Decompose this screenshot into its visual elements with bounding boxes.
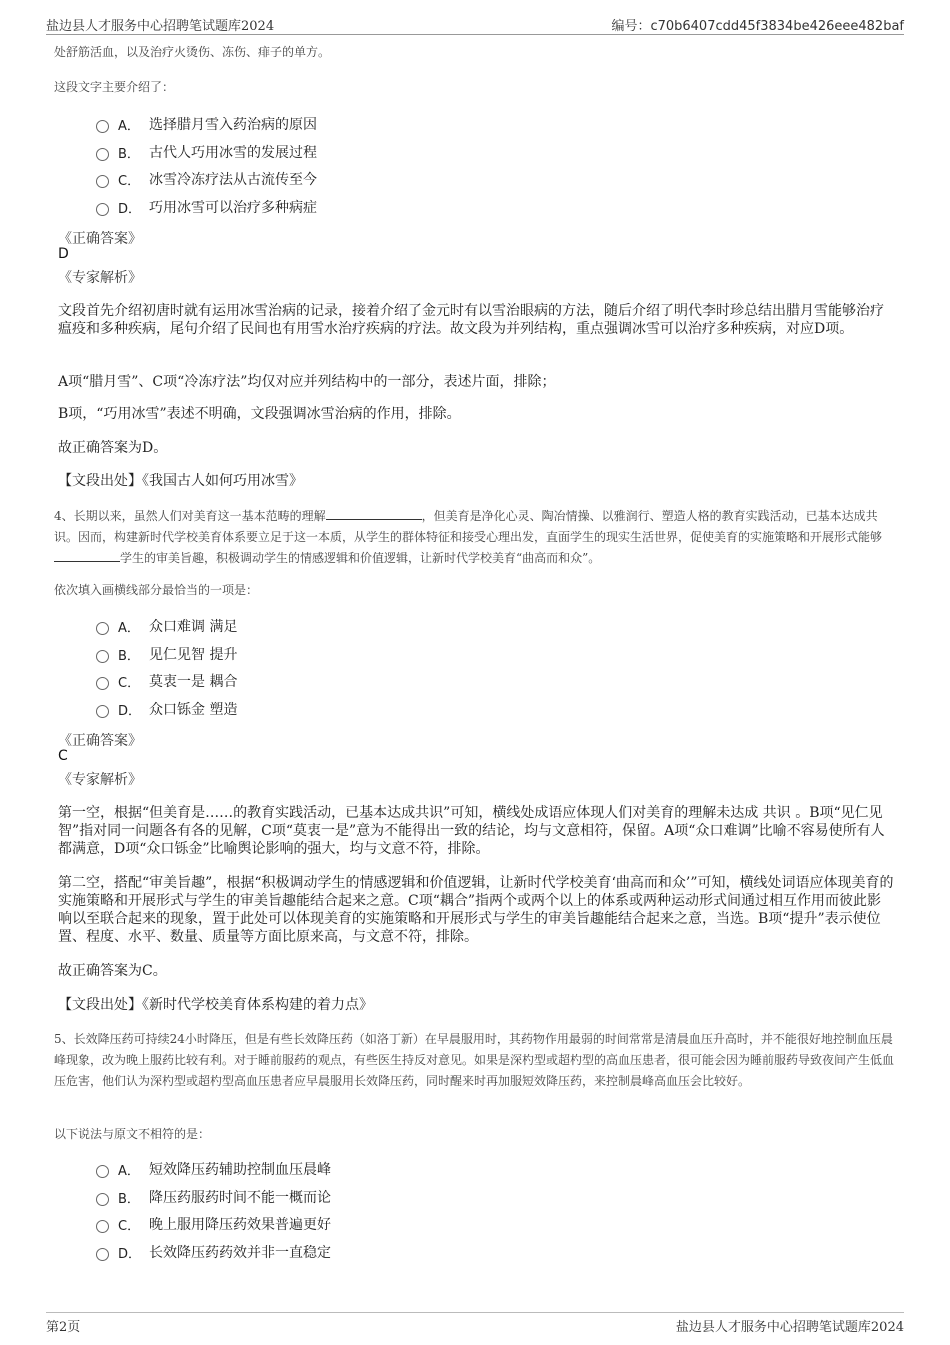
- fill-blank: [54, 549, 120, 562]
- q3-option-a[interactable]: A． 选择腊月雪入药治病的原因: [96, 114, 317, 134]
- q3-option-b[interactable]: B． 古代人巧用冰雪的发展过程: [96, 142, 317, 162]
- q3-source: 【文段出处】《我国古人如何巧用冰雪》: [58, 473, 303, 489]
- q3-prompt: 这段文字主要介绍了：: [54, 80, 175, 94]
- radio-icon[interactable]: [96, 1220, 109, 1233]
- footer-title: 盐边县人才服务中心招聘笔试题库2024: [675, 1320, 904, 1335]
- q5-option-d[interactable]: D． 长效降压药药效并非一直稳定: [96, 1242, 331, 1262]
- q4-conclusion: 故正确答案为C。: [58, 963, 167, 979]
- q5-option-a[interactable]: A． 短效降压药辅助控制血压晨峰: [96, 1159, 331, 1179]
- q5-question-text: 5、长效降压药可持续24小时降压，但是有些长效降压药（如洛丁新）在早晨服用时，其药物作用最弱的时间常常是清晨血压升高时，并不能很好地控制血压晨峰现象，改为晚上服药比较有利。对于睡前服药的观点，有些医生持反对意见。如果是深杓型或超杓型的高血压患者，很可能会因为睡前服药导致夜间产生低血压危害，他们认为深杓型或超杓型高血压患者应早晨服用长效降压药，同时醒来时再加服短效降压药，来控制晨峰高血压会比较好。: [54, 1032, 895, 1088]
- q5-prompt: 以下说法与原文不相符的是：: [54, 1127, 211, 1141]
- q4-option-d[interactable]: D． 众口铄金 塑造: [96, 699, 237, 719]
- q4-answer-label: 《正确答案》: [58, 733, 142, 749]
- radio-icon[interactable]: [96, 175, 109, 188]
- radio-icon[interactable]: [96, 1193, 109, 1206]
- header-doc-id: 编号：c70b6407cdd45f3834be426eee482baf: [611, 19, 904, 34]
- page-footer: [46, 1312, 904, 1335]
- fill-blank: [326, 507, 422, 520]
- q3-option-c[interactable]: C． 冰雪冷冻疗法从古流传至今: [96, 169, 317, 189]
- q4-option-c[interactable]: C． 莫衷一是 耦合: [96, 671, 237, 691]
- q5-option-c[interactable]: C． 晚上服用降压药效果普遍更好: [96, 1214, 331, 1234]
- q4-analysis-paragraph: 第二空，搭配“审美旨趣”，根据“积极调动学生的情感逻辑和价值逻辑，让新时代学校美育‘曲高而和众’”可知，横线处词语应体现美育的实施策略和开展形式与学生的审美旨趣能结合起来之意。C项“耦合”指两个或两个以上的体系或两种运动形式间通过相互作用而彼此影响以至联合起来的现象，置于此处可以体现美育的实施策略和开展形式与学生的审美旨趣能结合起来之意，当选。B项“提升”表示使位置、程度、水平、数量、质量等方面比原来高，与文意不符，排除。: [58, 875, 894, 945]
- q3-tail-text: 处舒筋活血，以及治疗火烫伤、冻伤、痱子的单方。: [54, 45, 331, 59]
- q3-analysis-label: 《专家解析》: [58, 270, 142, 286]
- q4-option-b[interactable]: B． 见仁见智 提升: [96, 644, 237, 664]
- q3-analysis-paragraph: B项，“巧用冰雪”表述不明确，文段强调冰雪治病的作用，排除。: [58, 406, 461, 422]
- radio-icon[interactable]: [96, 1248, 109, 1261]
- q4-source: 【文段出处】《新时代学校美育体系构建的着力点》: [58, 997, 373, 1013]
- radio-icon[interactable]: [96, 622, 109, 635]
- q3-answer-label: 《正确答案》: [58, 231, 142, 247]
- q3-analysis-paragraph: 文段首先介绍初唐时就有运用冰雪治病的记录，接着介绍了金元时有以雪治眼病的方法，随后介绍了明代李时珍总结出腊月雪能够治疗瘟疫和多种疾病，尾句介绍了民间也有用雪水治疗疾病的疗法。故文段为并列结构，重点强调冰雪可以治疗多种疾病，对应D项。: [58, 303, 884, 337]
- radio-icon[interactable]: [96, 1165, 109, 1178]
- q5-option-b[interactable]: B． 降压药服药时间不能一概而论: [96, 1187, 331, 1207]
- q4-answer: C: [58, 748, 68, 764]
- q3-conclusion: 故正确答案为D。: [58, 440, 168, 456]
- page-header: [46, 12, 904, 35]
- page-number: 第2页: [46, 1320, 81, 1335]
- radio-icon[interactable]: [96, 705, 109, 718]
- q3-analysis-paragraph: A项“腊月雪”、C项“冷冻疗法”均仅对应并列结构中的一部分，表述片面，排除；: [58, 374, 556, 390]
- q4-analysis-paragraph: 第一空，根据“但美育是……的教育实践活动，已基本达成共识”可知，横线处成语应体现人们对美育的理解未达成 共识 。B项“见仁见智”指对同一问题各有各的见解，C项“莫衷一是”意为不能得出一致的结论，均与文意相符，保留。A项“众口难调”比喻不容易使所有人都满意，D项“众口铄金”比喻舆论影响的强大，均与文意不符，排除。: [58, 805, 885, 857]
- q3-option-d[interactable]: D． 巧用冰雪可以治疗多种病症: [96, 197, 317, 217]
- radio-icon[interactable]: [96, 677, 109, 690]
- radio-icon[interactable]: [96, 120, 109, 133]
- q4-question-text: 4、长期以来，虽然人们对美育这一基本范畴的理解 ，但美育是净化心灵、陶冶情操、以雅润行、塑造人格的教育实践活动，已基本达成共识。因而，构建新时代学校美育体系要立足于这一本质，从学生的群体特征和接受心理出发，直面学生的现实生活世界，促使美育的实施策略和开展形式能够学生的审美旨趣，积极调动学生的情感逻辑和价值逻辑，让新时代学校美育“曲高而和众”。: [54, 509, 883, 565]
- q4-analysis-label: 《专家解析》: [58, 772, 142, 788]
- q4-option-a[interactable]: A． 众口难调 满足: [96, 616, 237, 636]
- radio-icon[interactable]: [96, 148, 109, 161]
- header-title: 盐边县人才服务中心招聘笔试题库2024: [46, 19, 275, 34]
- radio-icon[interactable]: [96, 203, 109, 216]
- q4-prompt: 依次填入画横线部分最恰当的一项是：: [54, 583, 259, 597]
- radio-icon[interactable]: [96, 650, 109, 663]
- q3-answer: D: [58, 246, 69, 262]
